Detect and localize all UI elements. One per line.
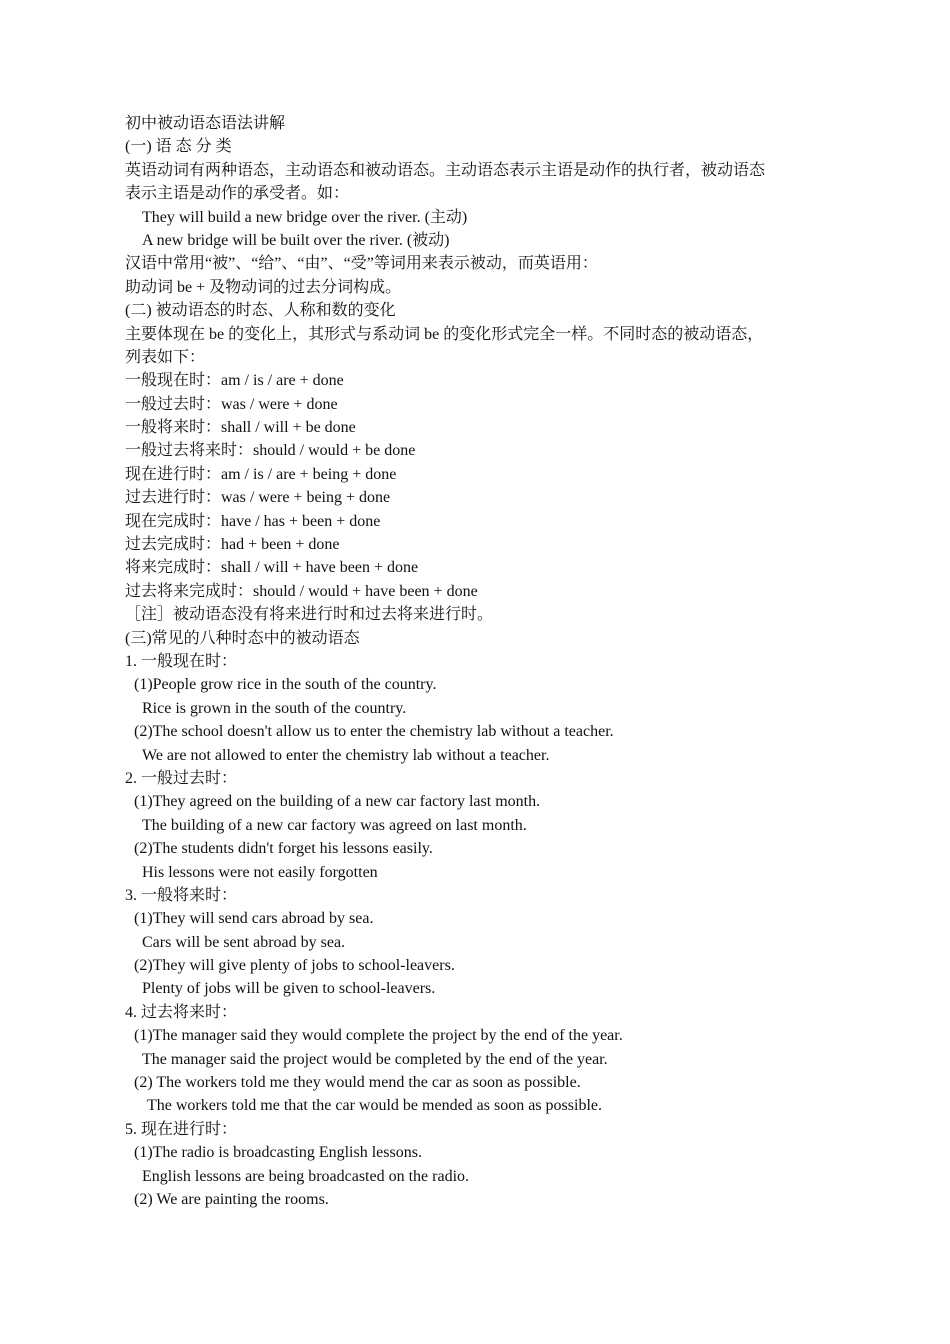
text-line: (1)The manager said they would complete the project by the end of the year. bbox=[134, 1027, 623, 1045]
text-line: Rice is grown in the south of the country. bbox=[142, 699, 407, 717]
text-line: Plenty of jobs will be given to school-leavers. bbox=[142, 980, 436, 998]
text-line: The workers told me that the car would be mended as soon as possible. bbox=[147, 1097, 602, 1115]
text-line: The building of a new car factory was agreed on last month. bbox=[142, 816, 527, 834]
text-line: 一般过去时：was / were + done bbox=[125, 395, 338, 413]
document-body bbox=[125, 112, 845, 1211]
text-line: 汉语中常用“被”、“给”、“由”、“受”等词用来表示被动，而英语用： bbox=[125, 255, 598, 273]
text-line: (二) 被动语态的时态、人称和数的变化 bbox=[125, 302, 396, 320]
text-line: (1)They agreed on the building of a new car factory last month. bbox=[134, 793, 541, 811]
text-line: They will build a new bridge over the river. (主动) bbox=[142, 208, 468, 226]
text-line: 一般将来时：shall / will + be done bbox=[125, 419, 356, 437]
text-line: English lessons are being broadcasted on the radio. bbox=[142, 1167, 470, 1185]
text-line: 过去将来完成时：should / would + have been + done bbox=[125, 582, 478, 600]
text-line: (2) We are painting the rooms. bbox=[134, 1190, 329, 1208]
text-line: 列表如下： bbox=[125, 348, 206, 366]
text-line: His lessons were not easily forgotten bbox=[142, 863, 378, 881]
text-line: 3. 一般将来时： bbox=[125, 886, 238, 904]
text-line: 过去完成时：had + been + done bbox=[125, 536, 340, 554]
text-line: (1)The radio is broadcasting English lessons. bbox=[134, 1144, 422, 1162]
text-line: (一) 语 态 分 类 bbox=[125, 138, 232, 156]
text-line: 现在完成时：have / has + been + done bbox=[125, 512, 381, 530]
text-line: 4. 过去将来时： bbox=[125, 1003, 238, 1021]
text-line: We are not allowed to enter the chemistry lab without a teacher. bbox=[142, 746, 550, 764]
text-line: (2)They will give plenty of jobs to school-leavers. bbox=[134, 957, 455, 975]
text-line: 一般现在时：am / is / are + done bbox=[125, 372, 344, 390]
text-line: A new bridge will be built over the river. (被动) bbox=[142, 231, 450, 249]
text-line: (2) The workers told me they would mend the car as soon as possible. bbox=[134, 1074, 581, 1092]
text-line: The manager said the project would be completed by the end of the year. bbox=[142, 1050, 608, 1068]
text-line: 2. 一般过去时： bbox=[125, 769, 238, 787]
text-line: 将来完成时：shall / will + have been + done bbox=[125, 559, 419, 577]
text-line: (三)常见的八种时态中的被动语态 bbox=[125, 629, 360, 647]
text-line: 现在进行时：am / is / are + being + done bbox=[125, 465, 397, 483]
text-line: (2)The students didn't forget his lessons easily. bbox=[134, 840, 433, 858]
text-line: (1)They will send cars abroad by sea. bbox=[134, 910, 374, 928]
text-line: 表示主语是动作的承受者。如： bbox=[125, 185, 350, 203]
text-line: (2)The school doesn't allow us to enter the chemistry lab without a teacher. bbox=[134, 723, 614, 741]
text-line: 主要体现在 be 的变化上，其形式与系动词 be 的变化形式完全一样。不同时态的被动语态， bbox=[125, 325, 764, 343]
text-line: Cars will be sent abroad by sea. bbox=[142, 933, 346, 951]
text-line: 初中被动语态语法讲解 bbox=[125, 115, 286, 132]
text-line: 英语动词有两种语态，主动语态和被动语态。主动语态表示主语是动作的执行者，被动语态 bbox=[125, 161, 766, 179]
text-line: 1. 一般现在时： bbox=[125, 652, 238, 670]
text-line: 助动词 be + 及物动词的过去分词构成。 bbox=[125, 278, 402, 296]
text-line: 一般过去将来时：should / would + be done bbox=[125, 442, 416, 460]
text-line: (1)People grow rice in the south of the country. bbox=[134, 676, 437, 694]
text-line: 5. 现在进行时： bbox=[125, 1120, 238, 1138]
text-line: ［注］被动语态没有将来进行时和过去将来进行时。 bbox=[125, 606, 494, 624]
text-line: 过去进行时：was / were + being + done bbox=[125, 489, 391, 507]
